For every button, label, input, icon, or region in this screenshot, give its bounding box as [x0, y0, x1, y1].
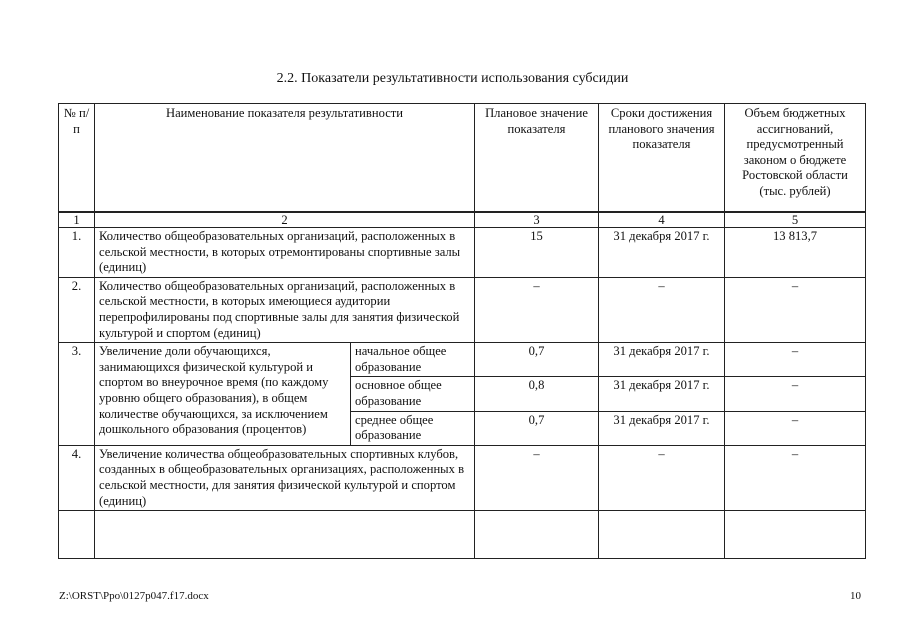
table-row-blank	[59, 511, 866, 559]
column-number: 4	[599, 212, 725, 228]
indicator-name: Увеличение количества общеобразовательных спортивных клубов, созданных в общеобразовательных организациях, расположенных в сельской местности, для занятия физической культурой и спортом (единиц)	[95, 445, 475, 510]
table-row	[59, 445, 866, 510]
blank-cell	[599, 511, 725, 559]
budget: –	[725, 377, 866, 411]
deadline: 31 декабря 2017 г.	[599, 228, 725, 278]
plan-value: 0,7	[475, 343, 599, 377]
budget: –	[725, 277, 866, 342]
header-indicator-name: Наименование показателя результативности	[95, 104, 475, 213]
budget: –	[725, 411, 866, 445]
deadline: 31 декабря 2017 г.	[599, 343, 725, 377]
indicator-name: Количество общеобразовательных организаций, расположенных в сельской местности, в которых имеющиеся аудитории перепрофилированы под спортивные залы для занятия физической культурой и спортом (единиц)	[95, 277, 475, 342]
indicator-name: Количество общеобразовательных организаций, расположенных в сельской местности, в которых отремонтированы спортивные залы (единиц)	[95, 228, 475, 278]
section-title: 2.2. Показатели результативности использования субсидии	[276, 71, 629, 86]
education-level: основное общее образование	[351, 377, 475, 411]
blank-cell	[475, 511, 599, 559]
plan-value: –	[475, 445, 599, 510]
header-budget: Объем бюджетных ассигнований, предусмотренный законом о бюджете Ростовской области (тыс. рублей)	[725, 104, 866, 213]
row-number: 3.	[59, 343, 95, 446]
column-number: 1	[59, 212, 95, 228]
plan-value: 0,8	[475, 377, 599, 411]
indicators-table	[58, 103, 866, 559]
column-number: 5	[725, 212, 866, 228]
file-path: Z:\ORST\Ppo\0127p047.f17.docx	[59, 590, 209, 602]
budget: –	[725, 343, 866, 377]
page-number: 10	[850, 590, 861, 602]
indicator-name: Увеличение доли обучающихся, занимающихся физической культурой и спортом во внеурочное время (по каждому уровню общего образования), в общем количестве обучающихся, за исключением дошкольного образования (процентов)	[95, 343, 351, 446]
table-header-row	[59, 104, 866, 213]
deadline: 31 декабря 2017 г.	[599, 411, 725, 445]
column-number-row	[59, 212, 866, 228]
deadline: 31 декабря 2017 г.	[599, 377, 725, 411]
deadline: –	[599, 445, 725, 510]
deadline: –	[599, 277, 725, 342]
education-level: начальное общее образование	[351, 343, 475, 377]
row-number: 2.	[59, 277, 95, 342]
blank-cell	[95, 511, 475, 559]
header-number: № п/п	[59, 104, 95, 213]
table-row	[59, 277, 866, 342]
plan-value: –	[475, 277, 599, 342]
budget: 13 813,7	[725, 228, 866, 278]
blank-cell	[59, 511, 95, 559]
plan-value: 15	[475, 228, 599, 278]
row-number: 4.	[59, 445, 95, 510]
plan-value: 0,7	[475, 411, 599, 445]
table-row	[59, 343, 866, 377]
blank-cell	[725, 511, 866, 559]
header-deadline: Сроки достижения планового значения показателя	[599, 104, 725, 213]
column-number: 3	[475, 212, 599, 228]
budget: –	[725, 445, 866, 510]
header-plan-value: Плановое значение показателя	[475, 104, 599, 213]
education-level: среднее общее образование	[351, 411, 475, 445]
column-number: 2	[95, 212, 475, 228]
row-number: 1.	[59, 228, 95, 278]
table-row	[59, 228, 866, 278]
